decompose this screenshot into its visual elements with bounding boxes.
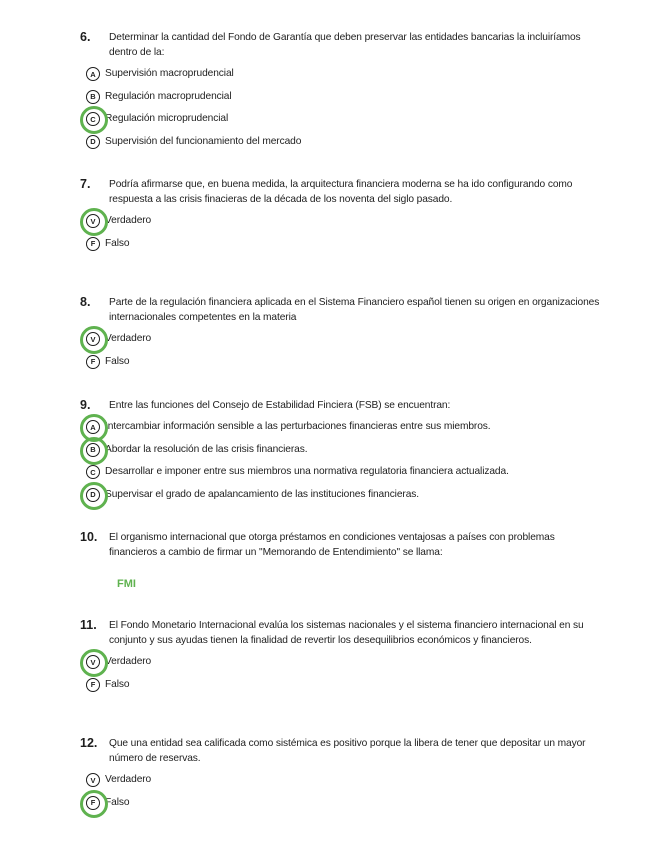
option-letter: B (90, 92, 96, 102)
options-list (80, 328, 600, 373)
option-a[interactable] (86, 416, 620, 439)
option-letter: F (90, 239, 96, 249)
option-letter: F (90, 357, 96, 367)
question-header (80, 295, 600, 325)
option-letter-circle[interactable] (86, 655, 100, 669)
question-11 (80, 618, 600, 696)
option-letter: V (90, 216, 96, 226)
option-b[interactable] (86, 439, 620, 462)
option-letter-circle[interactable] (86, 443, 100, 457)
question-header (80, 530, 600, 560)
option-label: Falso (105, 796, 130, 808)
option-letter-circle[interactable] (86, 420, 100, 434)
question-text: Entre las funciones del Consejo de Estabilidad Finciera (FSB) se encuentran: (109, 400, 451, 411)
option-letter: D (90, 137, 96, 147)
options-list (80, 63, 600, 153)
option-letter: F (90, 798, 96, 808)
question-7 (80, 177, 600, 255)
question-number: 12. (80, 736, 98, 750)
question-number: 10. (80, 530, 98, 544)
option-verdadero[interactable] (86, 210, 600, 233)
question-header (80, 736, 600, 766)
option-label: Falso (105, 237, 130, 249)
question-text: Podría afirmarse que, en buena medida, la arquitectura financiera moderna se ha ido configurando como respuesta a las crisis finacieras de la década de los noventa del siglo pasado. (109, 179, 573, 205)
options-list (80, 416, 620, 506)
option-letter-circle[interactable] (86, 90, 100, 104)
question-number: 7. (80, 177, 91, 191)
question-9 (80, 398, 620, 506)
option-label: Verdadero (105, 215, 152, 227)
option-letter: D (90, 490, 96, 500)
option-letter: F (90, 680, 96, 690)
option-letter: V (90, 657, 96, 667)
question-text: Parte de la regulación financiera aplicada en el Sistema Financiero español tienen su origen en organizaciones internacionales competentes en la materia (109, 297, 600, 323)
option-label: Abordar la resolución de las crisis financieras. (105, 443, 308, 455)
question-number: 8. (80, 295, 91, 309)
option-letter-circle[interactable] (86, 112, 100, 126)
option-label: Verdadero (105, 333, 152, 345)
option-label: Verdadero (105, 656, 152, 668)
question-text: El Fondo Monetario Internacional evalúa los sistemas nacionales y el sistema financiero internacional en su conjunto y sus ayudas tienen la finalidad de revertir los desequilibrios económicos y financieros. (109, 620, 584, 646)
option-label: Desarrollar e imponer entre sus miembros una normativa regulatoria financiera actualizada. (105, 466, 509, 478)
option-verdadero[interactable] (86, 651, 600, 674)
question-header (80, 177, 600, 207)
option-letter: V (90, 775, 96, 785)
option-letter-circle[interactable] (86, 488, 100, 502)
options-list (80, 651, 600, 696)
option-letter-circle[interactable] (86, 773, 100, 787)
option-label: Regulación macroprudencial (105, 90, 232, 102)
option-label: Regulación microprudencial (105, 113, 229, 125)
option-letter: A (90, 69, 96, 79)
option-c[interactable] (86, 461, 620, 484)
option-letter: A (90, 422, 96, 432)
option-label: Supervisión macroprudencial (105, 68, 234, 80)
option-letter-circle[interactable] (86, 135, 100, 149)
option-letter-circle[interactable] (86, 332, 100, 346)
option-falso[interactable] (86, 792, 600, 815)
option-falso[interactable] (86, 233, 600, 256)
question-10 (80, 530, 600, 590)
option-letter-circle[interactable] (86, 214, 100, 228)
question-12 (80, 736, 600, 814)
selected-ring-icon (80, 482, 108, 510)
question-header (80, 398, 620, 413)
option-letter-circle[interactable] (86, 465, 100, 479)
option-letter-circle[interactable] (86, 796, 100, 810)
question-number: 9. (80, 398, 91, 412)
selected-ring-icon (80, 790, 108, 818)
question-8 (80, 295, 600, 373)
question-text: Determinar la cantidad del Fondo de Garantía que deben preservar las entidades bancarias la incluiríamos dentro de la: (109, 32, 581, 58)
question-number: 6. (80, 30, 91, 44)
option-letter-circle[interactable] (86, 237, 100, 251)
question-header (80, 30, 600, 60)
option-d[interactable] (86, 484, 620, 507)
option-a[interactable] (86, 63, 600, 86)
option-verdadero[interactable] (86, 328, 600, 351)
option-label: Falso (105, 678, 130, 690)
question-header (80, 618, 600, 648)
option-b[interactable] (86, 86, 600, 109)
option-d[interactable] (86, 131, 600, 154)
options-list (80, 769, 600, 814)
option-label: Intercambiar información sensible a las perturbaciones financieras entre sus miembros. (105, 421, 491, 433)
question-6 (80, 30, 600, 153)
option-label: Supervisar el grado de apalancamiento de las instituciones financieras. (105, 488, 419, 500)
option-letter: C (90, 114, 96, 124)
option-letter: V (90, 334, 96, 344)
option-letter-circle[interactable] (86, 67, 100, 81)
option-letter-circle[interactable] (86, 678, 100, 692)
question-number: 11. (80, 618, 97, 632)
option-verdadero[interactable] (86, 769, 600, 792)
option-letter-circle[interactable] (86, 355, 100, 369)
option-label: Supervisión del funcionamiento del mercado (105, 135, 302, 147)
question-text: Que una entidad sea calificada como sistémica es positivo porque la libera de tener que depositar un mayor número de reservas. (109, 738, 586, 764)
option-label: Verdadero (105, 774, 152, 786)
option-letter: B (90, 445, 96, 455)
options-list (80, 210, 600, 255)
option-c[interactable] (86, 108, 600, 131)
option-falso[interactable] (86, 674, 600, 697)
option-letter: C (90, 467, 96, 477)
option-falso[interactable] (86, 351, 600, 374)
question-text: El organismo internacional que otorga préstamos en condiciones ventajosas a países con problemas financieros a cambio de firmar un "Memorando de Entendimiento" se llama: (109, 532, 555, 558)
option-label: Falso (105, 355, 130, 367)
answer-text: FMI (117, 578, 136, 590)
